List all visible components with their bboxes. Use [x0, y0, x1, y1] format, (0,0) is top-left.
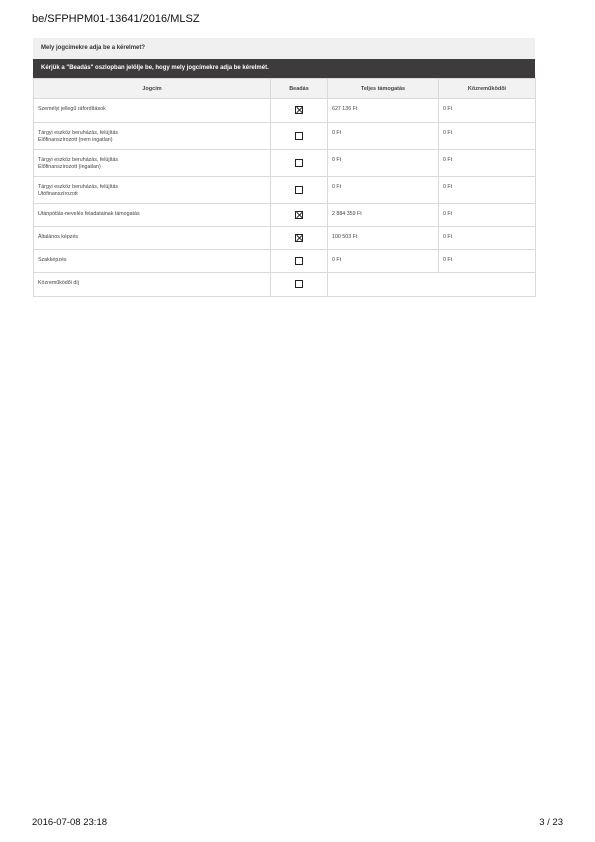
header-teljes-tamogatas: Teljes támogatás: [328, 79, 439, 99]
jogcim-label: Tárgyi eszköz beruházás, felújítás: [38, 184, 119, 190]
jogcim-cell: [34, 99, 271, 123]
teljes-cell: 0 Ft: [328, 177, 439, 204]
jogcim-cell: [34, 177, 271, 204]
beadas-cell: [271, 99, 328, 123]
jogcim-label: Közreműködői díj: [38, 280, 79, 286]
jogcim-panel: [33, 38, 535, 297]
jogcim-sublabel: Utófinanszírozott: [38, 191, 78, 197]
table-row: [34, 227, 536, 250]
kozrem-cell: 0 Ft: [439, 227, 536, 250]
table-row: [34, 204, 536, 227]
jogcim-cell: [34, 204, 271, 227]
kozrem-cell: 0 Ft: [439, 150, 536, 177]
beadas-checkbox[interactable]: [295, 257, 303, 265]
teljes-cell: 2 884 359 Ft: [328, 204, 439, 227]
jogcim-label: Tárgyi eszköz beruházás, felújítás: [38, 130, 119, 136]
teljes-cell: 627 136 Ft: [328, 99, 439, 123]
jogcim-cell: [34, 250, 271, 273]
kozrem-cell: 0 Ft: [439, 123, 536, 150]
table-header-row: [34, 79, 536, 99]
kozrem-cell: 0 Ft: [439, 99, 536, 123]
jogcim-cell: [34, 227, 271, 250]
beadas-checkbox[interactable]: [295, 280, 303, 288]
jogcim-cell: [34, 273, 271, 297]
header-kozremukodoi: Közreműködői: [439, 79, 536, 99]
teljes-cell: 0 Ft: [328, 123, 439, 150]
beadas-checkbox[interactable]: [295, 234, 303, 242]
teljes-cell: 100 503 Ft: [328, 227, 439, 250]
kozrem-cell: 0 Ft: [439, 204, 536, 227]
table-row: [34, 273, 536, 297]
empty-amount-cell: [328, 273, 536, 297]
table-row: [34, 150, 536, 177]
jogcim-label: Személyi jellegű ráfordítások: [38, 106, 106, 112]
jogcim-cell: [34, 150, 271, 177]
beadas-cell: [271, 150, 328, 177]
header-jogcim: Jogcím: [34, 79, 271, 99]
jogcim-sublabel: Előfinanszírozott (nem ingatlan): [38, 137, 113, 143]
teljes-cell: 0 Ft: [328, 150, 439, 177]
table-row: [34, 99, 536, 123]
panel-question: Mely jogcímekre adja be a kérelmet?: [33, 38, 535, 59]
beadas-cell: [271, 250, 328, 273]
jogcim-label: Tárgyi eszköz beruházás, felújítás: [38, 157, 119, 163]
footer-timestamp: 2016-07-08 23:18: [32, 817, 108, 828]
jogcim-label: Szakképzés: [38, 257, 67, 263]
header-beadas: Beadás: [271, 79, 328, 99]
table-row: [34, 177, 536, 204]
jogcim-label: Utánpótlás-nevelés feladatainak támogatás: [38, 211, 140, 217]
beadas-cell: [271, 123, 328, 150]
beadas-cell: [271, 204, 328, 227]
jogcim-cell: [34, 123, 271, 150]
table-row: [34, 250, 536, 273]
beadas-checkbox[interactable]: [295, 106, 303, 114]
beadas-cell: [271, 227, 328, 250]
jogcim-table: [33, 78, 536, 297]
kozrem-cell: 0 Ft: [439, 250, 536, 273]
beadas-cell: [271, 177, 328, 204]
beadas-checkbox[interactable]: [295, 159, 303, 167]
teljes-cell: 0 Ft: [328, 250, 439, 273]
kozrem-cell: 0 Ft: [439, 177, 536, 204]
table-row: [34, 123, 536, 150]
jogcim-sublabel: Előfinanszírozott (ingatlan): [38, 164, 101, 170]
document-id: be/SFPHPM01-13641/2016/MLSZ: [32, 13, 200, 25]
footer-page-number: 3 / 23: [539, 817, 563, 828]
panel-instruction: Kérjük a "Beadás" oszlopban jelölje be, hogy mely jogcímekre adja be kérelmét.: [33, 59, 535, 78]
beadas-checkbox[interactable]: [295, 211, 303, 219]
jogcim-label: Általános képzés: [38, 234, 79, 240]
beadas-checkbox[interactable]: [295, 186, 303, 194]
beadas-cell: [271, 273, 328, 297]
beadas-checkbox[interactable]: [295, 132, 303, 140]
